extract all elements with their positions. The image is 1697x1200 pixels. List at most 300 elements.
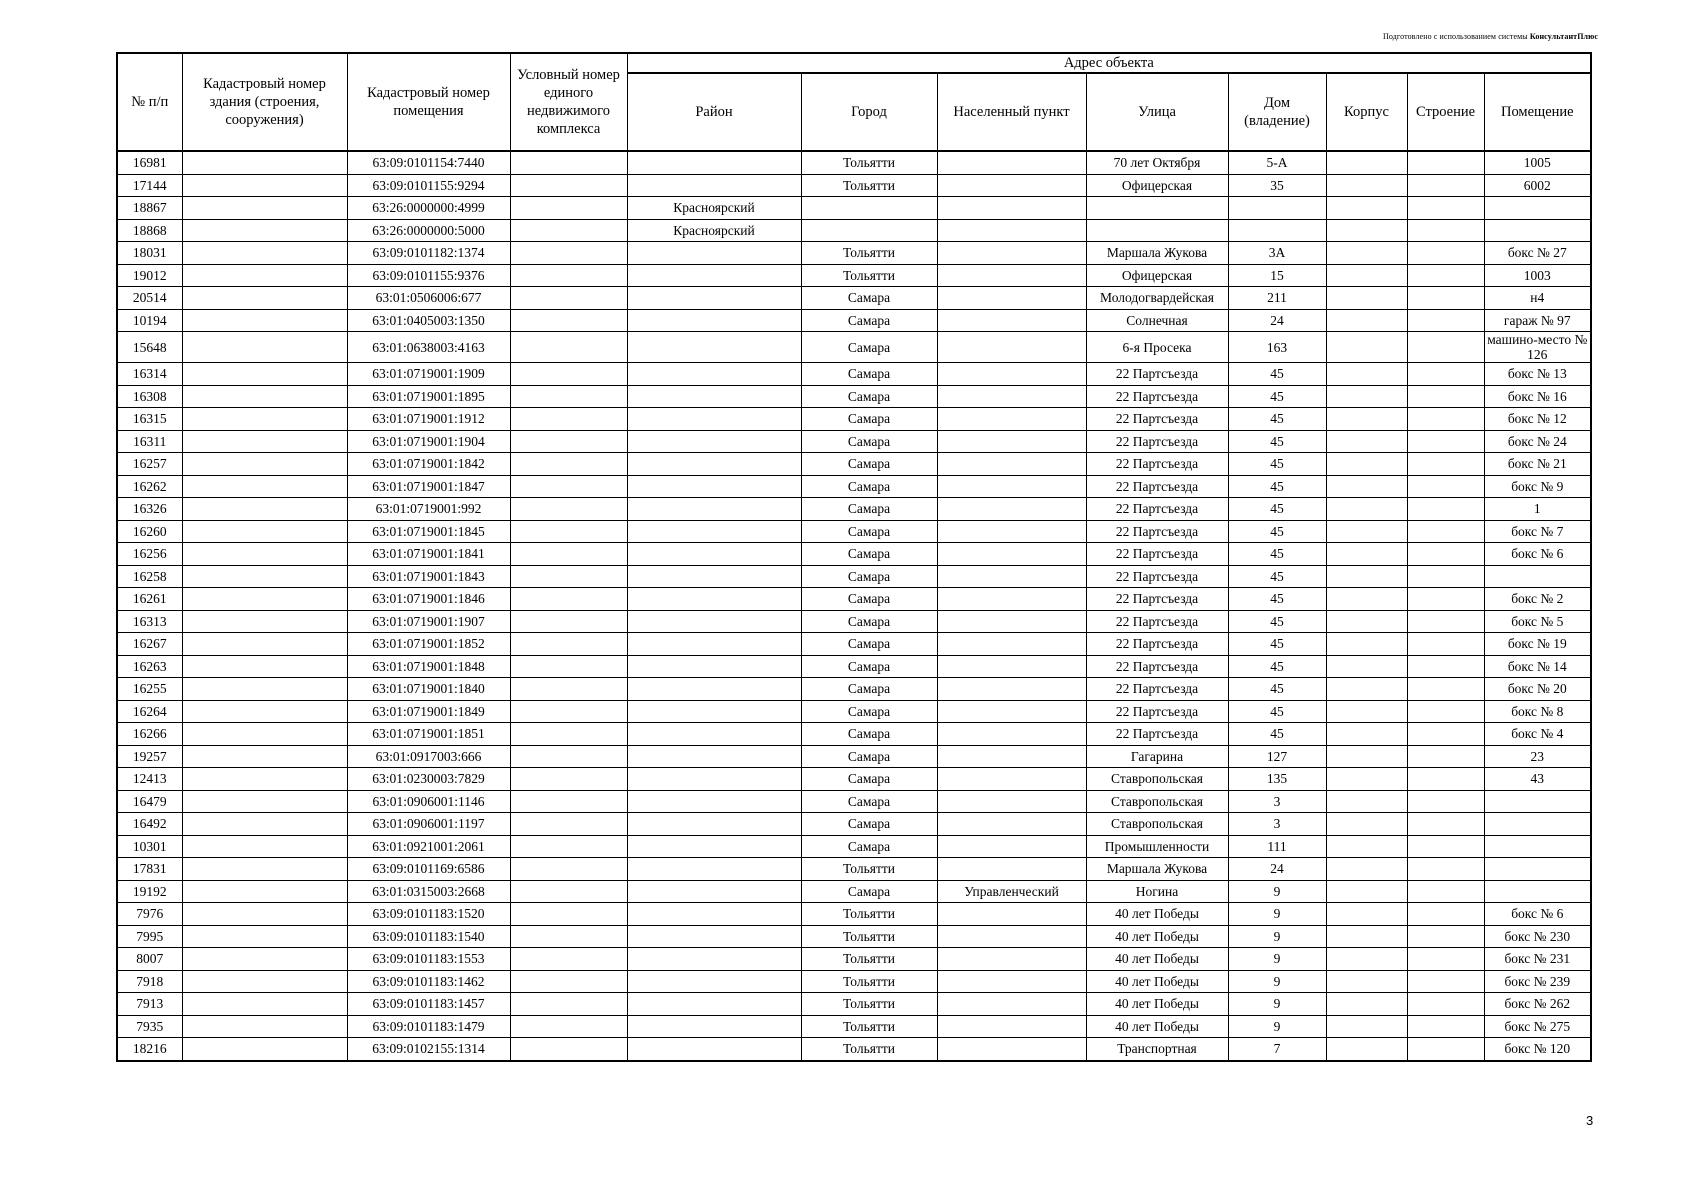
cell-num: 17144	[117, 174, 182, 197]
cell-city: Самара	[801, 678, 937, 701]
table-row	[117, 903, 1591, 926]
cell-korpus	[1326, 925, 1407, 948]
cell-premise-cadastral: 63:01:0638003:4163	[347, 332, 510, 363]
cell-street: Промышленности	[1086, 835, 1228, 858]
cell-street: 22 Партсъезда	[1086, 498, 1228, 521]
cell-premise	[1484, 858, 1591, 881]
cell-conditional-number	[510, 151, 627, 174]
cell-premise: бокс № 13	[1484, 363, 1591, 386]
cell-premise-cadastral: 63:01:0230003:7829	[347, 768, 510, 791]
cell-premise-cadastral: 63:01:0719001:1849	[347, 700, 510, 723]
cell-city: Самара	[801, 363, 937, 386]
cell-city: Самара	[801, 880, 937, 903]
cell-settlement	[937, 970, 1086, 993]
cell-premise	[1484, 219, 1591, 242]
table-row	[117, 655, 1591, 678]
table-row	[117, 993, 1591, 1016]
cell-num: 10194	[117, 309, 182, 332]
cell-num: 18031	[117, 242, 182, 265]
cell-city: Самара	[801, 633, 937, 656]
cell-conditional-number	[510, 993, 627, 1016]
cell-building-cadastral	[182, 790, 347, 813]
cell-street: 22 Партсъезда	[1086, 543, 1228, 566]
cell-street: Маршала Жукова	[1086, 242, 1228, 265]
col-korpus-header: Корпус	[1326, 73, 1407, 151]
cell-district	[627, 498, 801, 521]
cell-settlement	[937, 813, 1086, 836]
cell-stroenie	[1407, 498, 1484, 521]
cell-korpus	[1326, 430, 1407, 453]
cell-stroenie	[1407, 970, 1484, 993]
table-row	[117, 633, 1591, 656]
cell-settlement	[937, 858, 1086, 881]
cell-num: 16257	[117, 453, 182, 476]
cell-premise: бокс № 2	[1484, 588, 1591, 611]
cell-house: 45	[1228, 633, 1326, 656]
cell-korpus	[1326, 588, 1407, 611]
cell-num: 16261	[117, 588, 182, 611]
cell-premise: бокс № 12	[1484, 408, 1591, 431]
cell-premise-cadastral: 63:09:0101183:1520	[347, 903, 510, 926]
cell-korpus	[1326, 903, 1407, 926]
cell-premise	[1484, 880, 1591, 903]
cell-building-cadastral	[182, 610, 347, 633]
cell-num: 7935	[117, 1015, 182, 1038]
cell-street: Молодогвардейская	[1086, 287, 1228, 310]
cell-building-cadastral	[182, 287, 347, 310]
cell-conditional-number	[510, 520, 627, 543]
cell-stroenie	[1407, 790, 1484, 813]
cell-korpus	[1326, 948, 1407, 971]
cell-district	[627, 790, 801, 813]
cell-settlement	[937, 1015, 1086, 1038]
cell-house: 45	[1228, 408, 1326, 431]
note-prefix: Подготовлено с использованием системы	[1383, 32, 1528, 41]
cell-premise: бокс № 27	[1484, 242, 1591, 265]
cell-house: 45	[1228, 588, 1326, 611]
cell-stroenie	[1407, 264, 1484, 287]
cell-city: Самара	[801, 453, 937, 476]
cell-premise	[1484, 197, 1591, 220]
cell-district	[627, 813, 801, 836]
cell-house: 211	[1228, 287, 1326, 310]
cell-num: 16267	[117, 633, 182, 656]
table-row	[117, 768, 1591, 791]
cell-stroenie	[1407, 588, 1484, 611]
cell-premise-cadastral: 63:01:0315003:2668	[347, 880, 510, 903]
cell-korpus	[1326, 385, 1407, 408]
cell-city	[801, 219, 937, 242]
cell-settlement	[937, 332, 1086, 363]
cell-district	[627, 745, 801, 768]
cell-building-cadastral	[182, 723, 347, 746]
cell-settlement	[937, 520, 1086, 543]
page-number: 3	[1586, 1113, 1594, 1128]
cell-stroenie	[1407, 835, 1484, 858]
cell-house: 9	[1228, 1015, 1326, 1038]
col-building-cadastral-header: Кадастровый номер здания (строения, сооружения)	[182, 53, 347, 151]
cell-street: 22 Партсъезда	[1086, 453, 1228, 476]
table-row	[117, 309, 1591, 332]
cell-street: 22 Партсъезда	[1086, 565, 1228, 588]
cell-district: Красноярский	[627, 197, 801, 220]
col-stroenie-header: Строение	[1407, 73, 1484, 151]
cell-premise-cadastral: 63:09:0101183:1540	[347, 925, 510, 948]
cell-conditional-number	[510, 925, 627, 948]
cell-num: 7918	[117, 970, 182, 993]
consultant-plus-note	[1383, 32, 1598, 41]
col-settlement-header: Населенный пункт	[937, 73, 1086, 151]
cell-house: 3	[1228, 813, 1326, 836]
cell-district	[627, 408, 801, 431]
cell-settlement	[937, 768, 1086, 791]
cell-conditional-number	[510, 588, 627, 611]
cell-settlement	[937, 475, 1086, 498]
cell-korpus	[1326, 520, 1407, 543]
cell-premise-cadastral: 63:01:0719001:1843	[347, 565, 510, 588]
cell-premise-cadastral: 63:01:0906001:1146	[347, 790, 510, 813]
cell-num: 16479	[117, 790, 182, 813]
cell-premise-cadastral: 63:01:0719001:1848	[347, 655, 510, 678]
cell-korpus	[1326, 610, 1407, 633]
cell-korpus	[1326, 790, 1407, 813]
cell-settlement	[937, 242, 1086, 265]
cell-settlement	[937, 835, 1086, 858]
cell-num: 7976	[117, 903, 182, 926]
cell-building-cadastral	[182, 385, 347, 408]
cell-conditional-number	[510, 408, 627, 431]
cell-city: Самара	[801, 610, 937, 633]
cell-premise-cadastral: 63:09:0101155:9376	[347, 264, 510, 287]
cell-building-cadastral	[182, 633, 347, 656]
cell-premise: 1005	[1484, 151, 1591, 174]
cell-city: Тольятти	[801, 993, 937, 1016]
cell-stroenie	[1407, 332, 1484, 363]
cell-conditional-number	[510, 948, 627, 971]
cell-num: 19257	[117, 745, 182, 768]
cell-num: 16264	[117, 700, 182, 723]
table-row	[117, 242, 1591, 265]
table-row	[117, 363, 1591, 386]
cell-settlement	[937, 264, 1086, 287]
cell-building-cadastral	[182, 174, 347, 197]
cell-premise: бокс № 7	[1484, 520, 1591, 543]
cell-house: 9	[1228, 970, 1326, 993]
cell-building-cadastral	[182, 363, 347, 386]
table-row	[117, 219, 1591, 242]
cell-settlement	[937, 363, 1086, 386]
cell-korpus	[1326, 880, 1407, 903]
cell-settlement	[937, 790, 1086, 813]
cell-district	[627, 588, 801, 611]
cell-city: Самара	[801, 475, 937, 498]
cell-conditional-number	[510, 475, 627, 498]
cell-settlement	[937, 745, 1086, 768]
cell-settlement	[937, 723, 1086, 746]
cell-street: Транспортная	[1086, 1038, 1228, 1061]
cell-premise-cadastral: 63:09:0101183:1457	[347, 993, 510, 1016]
table-row	[117, 858, 1591, 881]
cell-stroenie	[1407, 723, 1484, 746]
cell-building-cadastral	[182, 475, 347, 498]
cell-house: 9	[1228, 993, 1326, 1016]
cell-premise-cadastral: 63:01:0405003:1350	[347, 309, 510, 332]
cell-premise-cadastral: 63:01:0719001:1852	[347, 633, 510, 656]
cell-city: Самара	[801, 588, 937, 611]
cell-premise-cadastral: 63:01:0719001:1904	[347, 430, 510, 453]
cell-premise-cadastral: 63:01:0719001:1842	[347, 453, 510, 476]
cell-premise	[1484, 790, 1591, 813]
cell-num: 7995	[117, 925, 182, 948]
cell-premise-cadastral: 63:01:0719001:1895	[347, 385, 510, 408]
cell-house: 45	[1228, 363, 1326, 386]
table-row	[117, 332, 1591, 363]
cell-korpus	[1326, 264, 1407, 287]
cell-house: 24	[1228, 309, 1326, 332]
cell-conditional-number	[510, 678, 627, 701]
cell-conditional-number	[510, 543, 627, 566]
cell-num: 19192	[117, 880, 182, 903]
cell-city: Самара	[801, 332, 937, 363]
table-row	[117, 790, 1591, 813]
cell-conditional-number	[510, 745, 627, 768]
cell-premise: бокс № 230	[1484, 925, 1591, 948]
cell-district	[627, 610, 801, 633]
cell-street: 40 лет Победы	[1086, 948, 1228, 971]
cell-korpus	[1326, 197, 1407, 220]
table-row	[117, 287, 1591, 310]
cell-stroenie	[1407, 453, 1484, 476]
table-row	[117, 880, 1591, 903]
cell-conditional-number	[510, 655, 627, 678]
cell-district	[627, 655, 801, 678]
cell-district	[627, 309, 801, 332]
cell-premise	[1484, 565, 1591, 588]
cell-street: 22 Партсъезда	[1086, 430, 1228, 453]
table-body	[117, 151, 1591, 1061]
cell-street: 40 лет Победы	[1086, 903, 1228, 926]
cell-house: 45	[1228, 723, 1326, 746]
cell-house: 3	[1228, 790, 1326, 813]
cell-district	[627, 700, 801, 723]
cell-street: 40 лет Победы	[1086, 925, 1228, 948]
cell-district: Красноярский	[627, 219, 801, 242]
cell-city: Самара	[801, 408, 937, 431]
cell-stroenie	[1407, 655, 1484, 678]
cell-settlement	[937, 948, 1086, 971]
table-row	[117, 835, 1591, 858]
cell-conditional-number	[510, 723, 627, 746]
cell-street	[1086, 197, 1228, 220]
cell-conditional-number	[510, 309, 627, 332]
cell-district	[627, 723, 801, 746]
cell-premise: бокс № 5	[1484, 610, 1591, 633]
col-street-header: Улица	[1086, 73, 1228, 151]
cell-korpus	[1326, 219, 1407, 242]
cell-district	[627, 678, 801, 701]
cell-korpus	[1326, 287, 1407, 310]
col-house-header: Дом (владение)	[1228, 73, 1326, 151]
cell-district	[627, 993, 801, 1016]
cell-premise-cadastral: 63:01:0719001:1845	[347, 520, 510, 543]
cell-settlement	[937, 287, 1086, 310]
cell-korpus	[1326, 970, 1407, 993]
cell-num: 16258	[117, 565, 182, 588]
cell-premise: 1003	[1484, 264, 1591, 287]
cell-district	[627, 174, 801, 197]
cell-premise: 6002	[1484, 174, 1591, 197]
cell-premise-cadastral: 63:01:0719001:1840	[347, 678, 510, 701]
cell-conditional-number	[510, 385, 627, 408]
cell-city: Тольятти	[801, 1038, 937, 1061]
cell-street: 40 лет Победы	[1086, 993, 1228, 1016]
cell-premise-cadastral: 63:09:0101169:6586	[347, 858, 510, 881]
cell-building-cadastral	[182, 408, 347, 431]
cell-city: Самара	[801, 520, 937, 543]
cell-stroenie	[1407, 633, 1484, 656]
cell-house: 45	[1228, 655, 1326, 678]
cell-conditional-number	[510, 430, 627, 453]
cell-house: 45	[1228, 678, 1326, 701]
cell-conditional-number	[510, 768, 627, 791]
cell-house: 9	[1228, 903, 1326, 926]
cell-premise: бокс № 8	[1484, 700, 1591, 723]
cell-conditional-number	[510, 970, 627, 993]
cell-stroenie	[1407, 610, 1484, 633]
cell-premise: бокс № 16	[1484, 385, 1591, 408]
cell-korpus	[1326, 242, 1407, 265]
cell-conditional-number	[510, 903, 627, 926]
cell-korpus	[1326, 408, 1407, 431]
cell-num: 12413	[117, 768, 182, 791]
cell-conditional-number	[510, 287, 627, 310]
cell-district	[627, 453, 801, 476]
cell-house: 24	[1228, 858, 1326, 881]
cell-korpus	[1326, 993, 1407, 1016]
cell-korpus	[1326, 565, 1407, 588]
cell-street: 40 лет Победы	[1086, 970, 1228, 993]
cell-korpus	[1326, 655, 1407, 678]
cell-num: 16262	[117, 475, 182, 498]
cell-num: 16260	[117, 520, 182, 543]
cell-num: 16255	[117, 678, 182, 701]
cell-conditional-number	[510, 700, 627, 723]
col-conditional-number-header: Условный номер единого недвижимого комплекса	[510, 53, 627, 151]
cell-district	[627, 880, 801, 903]
cell-stroenie	[1407, 520, 1484, 543]
cell-num: 16313	[117, 610, 182, 633]
cell-city: Самара	[801, 385, 937, 408]
cell-street: Офицерская	[1086, 174, 1228, 197]
cell-district	[627, 242, 801, 265]
cell-num: 10301	[117, 835, 182, 858]
cell-num: 16492	[117, 813, 182, 836]
cell-district	[627, 332, 801, 363]
cell-conditional-number	[510, 835, 627, 858]
cell-city: Тольятти	[801, 242, 937, 265]
col-district-header: Район	[627, 73, 801, 151]
cell-street: 22 Партсъезда	[1086, 363, 1228, 386]
cell-stroenie	[1407, 1015, 1484, 1038]
cell-building-cadastral	[182, 970, 347, 993]
cell-house: 135	[1228, 768, 1326, 791]
cell-street: 22 Партсъезда	[1086, 475, 1228, 498]
cell-premise-cadastral: 63:09:0101183:1553	[347, 948, 510, 971]
cell-district	[627, 970, 801, 993]
cell-house: 45	[1228, 385, 1326, 408]
cell-premise-cadastral: 63:01:0506006:677	[347, 287, 510, 310]
cell-settlement	[937, 219, 1086, 242]
cell-settlement	[937, 678, 1086, 701]
cell-house: 9	[1228, 925, 1326, 948]
cell-premise: бокс № 24	[1484, 430, 1591, 453]
cell-num: 18867	[117, 197, 182, 220]
cell-stroenie	[1407, 151, 1484, 174]
cell-conditional-number	[510, 498, 627, 521]
cell-korpus	[1326, 151, 1407, 174]
cell-city: Самара	[801, 309, 937, 332]
cell-city: Самара	[801, 813, 937, 836]
table-row	[117, 174, 1591, 197]
cell-street: 22 Партсъезда	[1086, 655, 1228, 678]
cell-conditional-number	[510, 633, 627, 656]
cell-house: 9	[1228, 948, 1326, 971]
cell-num: 16256	[117, 543, 182, 566]
cell-premise-cadastral: 63:09:0101155:9294	[347, 174, 510, 197]
cell-conditional-number	[510, 453, 627, 476]
cell-building-cadastral	[182, 219, 347, 242]
cell-korpus	[1326, 309, 1407, 332]
cell-street: 22 Партсъезда	[1086, 610, 1228, 633]
cell-building-cadastral	[182, 242, 347, 265]
cell-city: Тольятти	[801, 948, 937, 971]
cell-building-cadastral	[182, 565, 347, 588]
cell-building-cadastral	[182, 264, 347, 287]
table-row	[117, 700, 1591, 723]
cell-city: Тольятти	[801, 970, 937, 993]
cell-premise-cadastral: 63:01:0719001:1909	[347, 363, 510, 386]
cell-house: 45	[1228, 610, 1326, 633]
table-row	[117, 723, 1591, 746]
registry-table	[116, 52, 1592, 1062]
cell-stroenie	[1407, 768, 1484, 791]
cell-city: Самара	[801, 543, 937, 566]
cell-settlement	[937, 197, 1086, 220]
cell-premise-cadastral: 63:09:0101183:1462	[347, 970, 510, 993]
cell-street: Ставропольская	[1086, 813, 1228, 836]
cell-korpus	[1326, 745, 1407, 768]
cell-premise: 43	[1484, 768, 1591, 791]
cell-house: 127	[1228, 745, 1326, 768]
cell-conditional-number	[510, 858, 627, 881]
cell-conditional-number	[510, 1015, 627, 1038]
cell-num: 16326	[117, 498, 182, 521]
cell-settlement	[937, 565, 1086, 588]
table-row	[117, 520, 1591, 543]
cell-house: 163	[1228, 332, 1326, 363]
cell-premise-cadastral: 63:01:0719001:992	[347, 498, 510, 521]
cell-premise-cadastral: 63:01:0719001:1907	[347, 610, 510, 633]
cell-premise: бокс № 120	[1484, 1038, 1591, 1061]
cell-conditional-number	[510, 242, 627, 265]
cell-premise: н4	[1484, 287, 1591, 310]
cell-korpus	[1326, 835, 1407, 858]
cell-house: 45	[1228, 475, 1326, 498]
cell-premise-cadastral: 63:26:0000000:5000	[347, 219, 510, 242]
cell-conditional-number	[510, 174, 627, 197]
cell-building-cadastral	[182, 948, 347, 971]
cell-premise-cadastral: 63:01:0917003:666	[347, 745, 510, 768]
